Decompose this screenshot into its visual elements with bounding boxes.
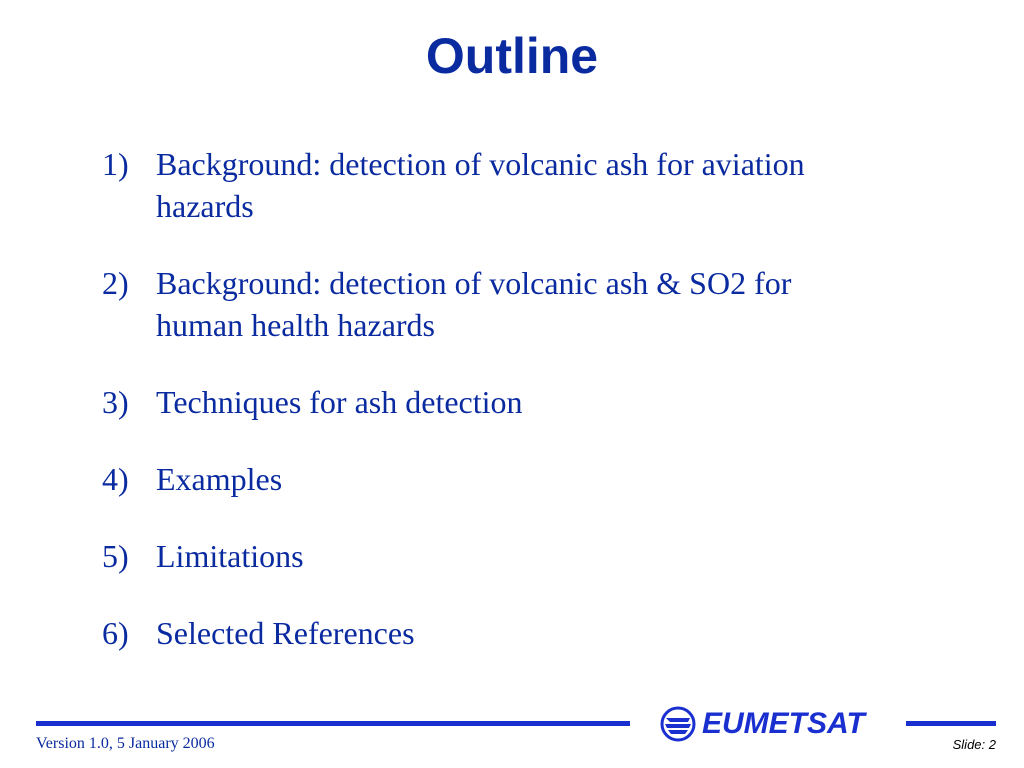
list-item (102, 381, 902, 423)
eumetsat-logo (660, 704, 865, 744)
item-number: 5) (102, 538, 129, 574)
item-text: Techniques for ash detection (156, 384, 523, 420)
item-text: Selected References (156, 615, 415, 651)
slide-title: Outline (425, 28, 599, 84)
item-number: 2) (102, 265, 129, 301)
list-item (102, 535, 902, 577)
item-number: 4) (102, 461, 129, 497)
list-item (102, 143, 902, 227)
logo-wordmark: EUMETSAT (702, 707, 865, 740)
list-item (102, 612, 902, 654)
item-text: Limitations (156, 538, 304, 574)
item-text: Background: detection of volcanic ash for aviation hazards (156, 146, 805, 224)
footer-divider-left (36, 721, 630, 726)
item-number: 1) (102, 146, 129, 182)
footer-divider-right (906, 721, 996, 726)
version-label: Version 1.0, 5 January 2006 (36, 735, 215, 752)
outline-list (102, 143, 902, 689)
list-item (102, 262, 902, 346)
item-number: 3) (102, 384, 129, 420)
item-text: Background: detection of volcanic ash & SO2 for human health hazards (156, 265, 792, 343)
slide-number: Slide: 2 (952, 737, 996, 752)
list-item (102, 458, 902, 500)
item-text: Examples (156, 461, 283, 497)
item-number: 6) (102, 615, 129, 651)
eumetsat-globe-icon (660, 706, 696, 742)
